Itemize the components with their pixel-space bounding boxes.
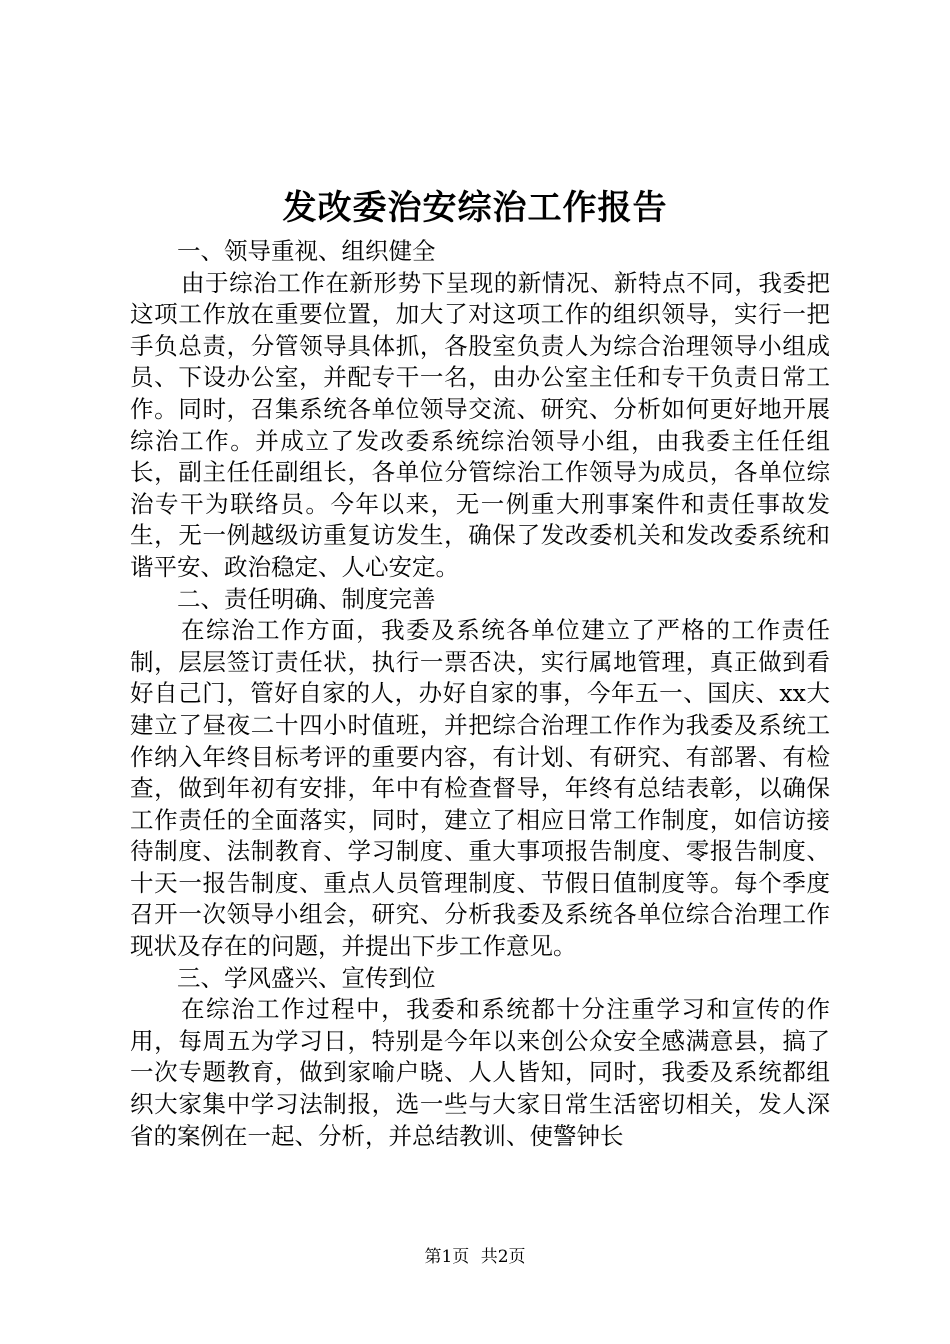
section-heading-1: 一、领导重视、组织健全 <box>177 237 436 265</box>
page-total: 共2页 <box>480 1247 526 1267</box>
section-paragraph-1: 由于综治工作在新形势下呈现的新情况、新特点不同，我委把这项工作放在重要位置，加大了对这项工作的组织领导，实行一把手负总责，分管领导具体抓，各股室负责人为综合治理领导小组成员、下设办公室，并配专干一名，由办公室主任和专干负责日常工作。同时，召集系统各单位领导交流、研究、分析如何更好地开展综治工作。并成立了发改委系统综治领导小组，由我委主任任组长，副主任任副组长，各单位分管综治工作领导为成员，各单位综治专干为联络员。今年以来，无一例重大刑事案件和责任事故发生，无一例越级访重复访发生，确保了发改委机关和发改委系统和谐平安、政治稳定、人心安定。 <box>130 268 830 581</box>
page-number: 第1页 <box>424 1247 470 1267</box>
page-footer <box>0 1245 950 1269</box>
section-paragraph-3: 在综治工作过程中，我委和系统都十分注重学习和宣传的作用，每周五为学习日，特别是今年以来创公众安全感满意县，搞了一次专题教育，做到家喻户晓、人人皆知，同时，我委及系统都组织大家集中学习法制报，选一些与大家日常生活密切相关，发人深省的案例在一起、分析，并总结教训、使警钟长 <box>130 995 830 1150</box>
section-heading-3: 三、学风盛兴、宣传到位 <box>177 963 436 992</box>
document-title: 发改委治安综治工作报告 <box>282 188 668 228</box>
section-heading-2: 二、责任明确、制度完善 <box>177 584 436 613</box>
section-paragraph-2: 在综治工作方面，我委及系统各单位建立了严格的工作责任制，层层签订责任状，执行一票否决，实行属地管理，真正做到看好自己门，管好自家的人，办好自家的事，今年五一、国庆、xx大建立了昼夜二十四小时值班，并把综合治理工作作为我委及系统工作纳入年终目标考评的重要内容，有计划、有研究、有部署、有检查，做到年初有安排，年中有检查督导，年终有总结表彰，以确保工作责任的全面落实，同时，建立了相应日常工作制度，如信访接待制度、法制教育、学习制度、重大事项报告制度、零报告制度、十天一报告制度、重点人员管理制度、节假日值制度等。每个季度召开一次领导小组会，研究、分析我委及系统各单位综合治理工作现状及存在的问题，并提出下步工作意见。 <box>130 616 830 961</box>
document-body <box>130 236 830 1152</box>
